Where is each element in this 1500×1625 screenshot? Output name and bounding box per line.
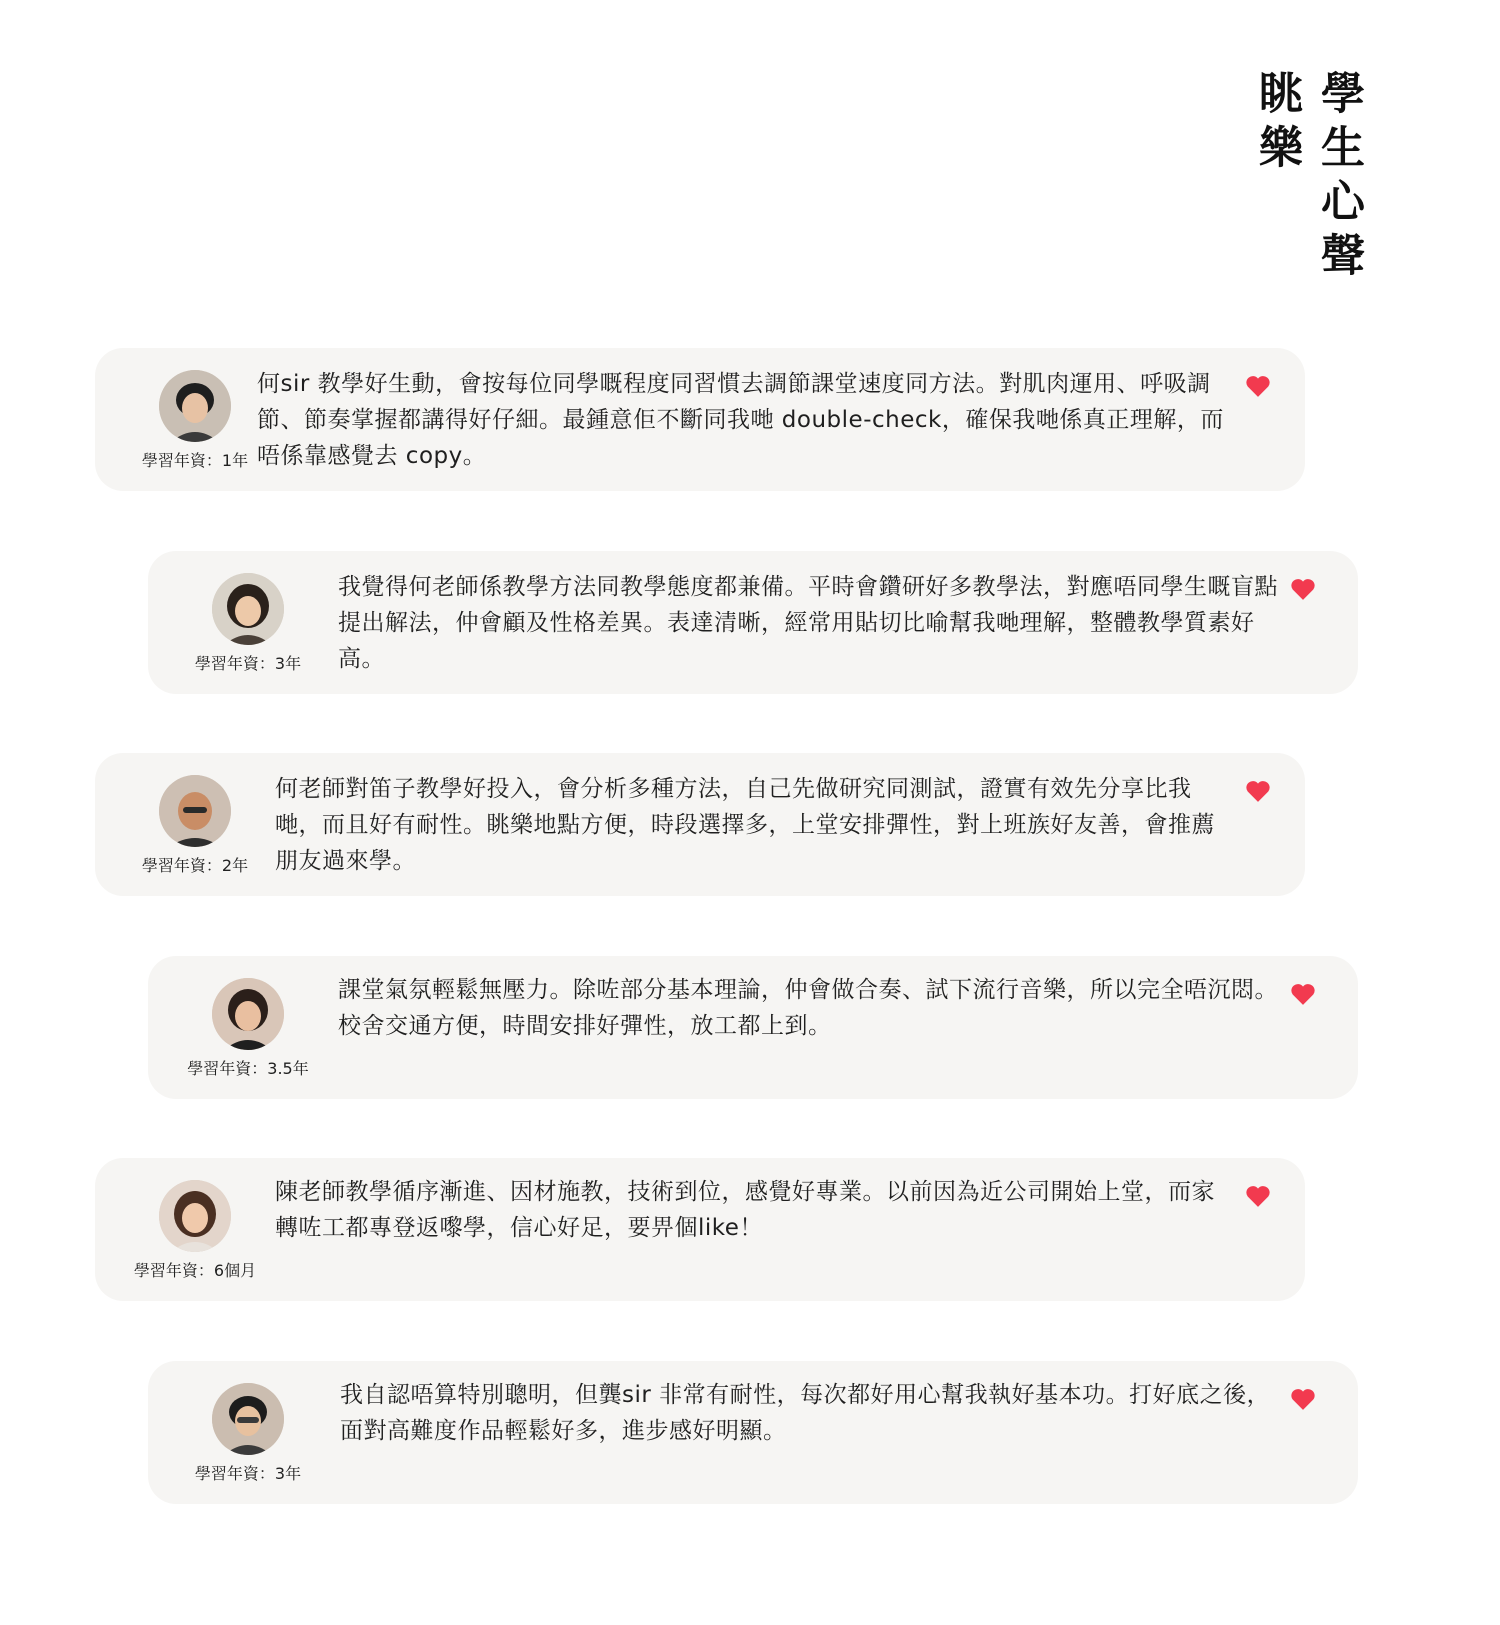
- testimonial-card: [95, 753, 1305, 896]
- avatar: [159, 370, 231, 442]
- tenure-label: 學習年資：6個月: [133, 1261, 257, 1280]
- student-profile: [120, 370, 270, 471]
- student-profile: [173, 1383, 323, 1484]
- heart-icon[interactable]: [1290, 577, 1316, 601]
- testimonial-quote: 我覺得何老師係教學方法同教學態度都兼備。平時會鑽研好多教學法，對應唔同學生嘅盲點提出解法，仲會顧及性格差異。表達清晰，經常用貼切比喻幫我哋理解，整體教學質素好高。: [338, 574, 1278, 672]
- avatar: [212, 573, 284, 645]
- testimonial-quote: 我自認唔算特別聰明，但龔sir 非常有耐性，每次都好用心幫我執好基本功。打好底之後，面對高難度作品輕鬆好多，進步感好明顯。: [340, 1382, 1271, 1444]
- testimonial-quote: 何sir 教學好生動，會按每位同學嘅程度同習慣去調節課堂速度同方法。對肌肉運用、呼吸調節、節奏掌握都講得好仔細。最鍾意佢不斷同我哋 double-check，確保我哋係真正理解，而唔係靠感覺去 copy。: [257, 371, 1224, 469]
- title-secondary: 眺樂: [1251, 70, 1302, 178]
- testimonial-quote: 課堂氣氛輕鬆無壓力。除咗部分基本理論，仲會做合奏、試下流行音樂，所以完全唔沉悶。校舍交通方便，時間安排好彈性，放工都上到。: [338, 977, 1278, 1039]
- avatar: [212, 978, 284, 1050]
- tenure-label: 學習年資：3年: [194, 1464, 302, 1483]
- testimonial-card: [148, 956, 1358, 1099]
- avatar: [159, 775, 231, 847]
- heart-icon[interactable]: [1245, 779, 1271, 803]
- tenure-label: 學習年資：3.5年: [187, 1059, 309, 1078]
- heart-icon[interactable]: [1290, 982, 1316, 1006]
- student-profile: [120, 775, 270, 876]
- student-profile: [173, 573, 323, 674]
- testimonial-quote: 陳老師教學循序漸進、因材施教，技術到位，感覺好專業。以前因為近公司開始上堂，而家轉咗工都專登返嚟學，信心好足，要畀個like！: [275, 1179, 1215, 1241]
- avatar: [212, 1383, 284, 1455]
- title-primary: 學生心聲: [1313, 70, 1364, 286]
- page-title: [1251, 70, 1364, 286]
- tenure-label: 學習年資：2年: [141, 856, 249, 875]
- heart-icon[interactable]: [1290, 1387, 1316, 1411]
- heart-icon[interactable]: [1245, 374, 1271, 398]
- testimonial-card: [148, 1361, 1358, 1504]
- student-profile: [120, 1180, 270, 1281]
- testimonial-quote: 何老師對笛子教學好投入，會分析多種方法，自己先做研究同測試，證實有效先分享比我哋，而且好有耐性。眺樂地點方便，時段選擇多，上堂安排彈性，對上班族好友善，會推薦朋友過來學。: [275, 776, 1215, 874]
- tenure-label: 學習年資：1年: [141, 451, 249, 470]
- heart-icon[interactable]: [1245, 1184, 1271, 1208]
- tenure-label: 學習年資：3年: [194, 654, 302, 673]
- testimonial-card: [148, 551, 1358, 694]
- testimonial-card: [95, 348, 1305, 491]
- student-profile: [173, 978, 323, 1079]
- testimonial-card: [95, 1158, 1305, 1301]
- avatar: [159, 1180, 231, 1252]
